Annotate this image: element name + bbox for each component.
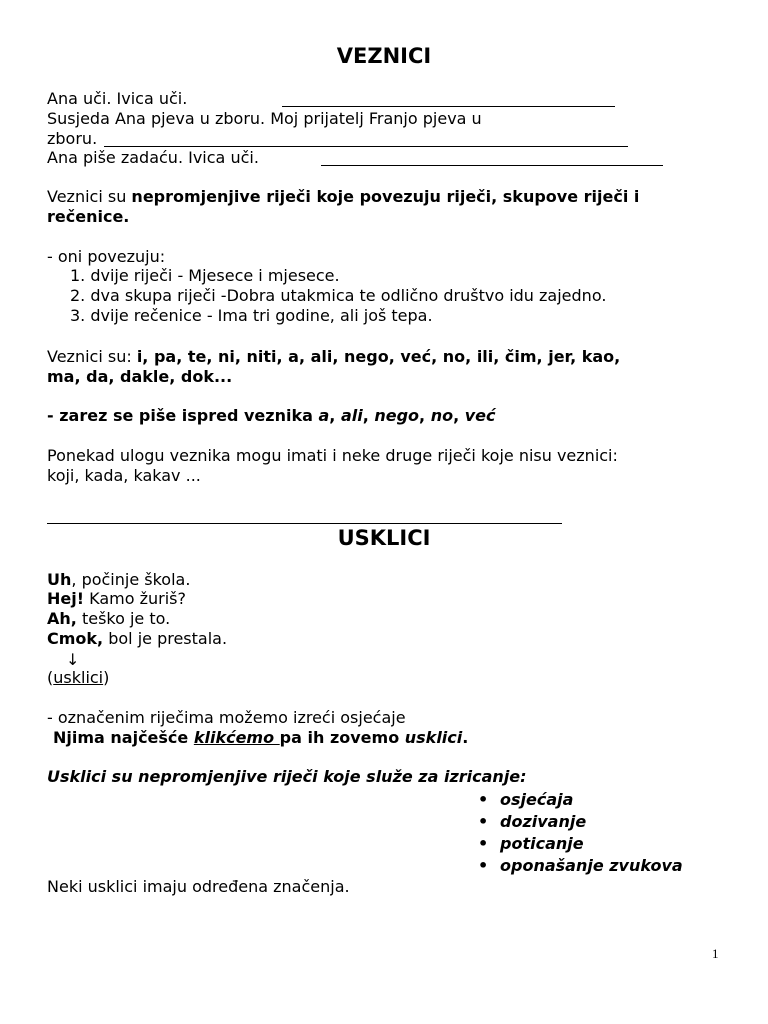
conjunction-list-prefix: Veznici su: (47, 347, 137, 366)
interjection-example-2 (47, 589, 186, 609)
interjection-word: Hej! (47, 589, 85, 608)
answer-line-3 (321, 165, 663, 166)
interjection-word: Ah, (47, 609, 77, 628)
comma-word-nego: nego (374, 406, 420, 425)
definition-bold-1: nepromjenjive riječi koje povezuju riječi, skupove riječi i (131, 187, 640, 206)
usage-bullet-list (478, 789, 683, 877)
express-klikcemo: klikćemo (193, 728, 280, 747)
express-line-1: - označenim riječima možemo izreći osjećaje (47, 708, 406, 727)
connects-item-3: 3. dvije rečenice - Ima tri godine, ali još tepa. (70, 306, 433, 325)
example-line-1: Ana uči. Ivica uči. (47, 89, 188, 108)
express-part-1: Njima najčešće (53, 728, 194, 747)
comma-rule-text: - zarez se piše ispred veznika (47, 406, 319, 425)
comma-sep: , (453, 406, 465, 425)
interjection-rest: , počinje škola. (71, 570, 191, 589)
interjection-example-1 (47, 570, 190, 590)
meanings-line: Neki usklici imaju određena značenja. (47, 877, 350, 896)
connects-intro: - oni povezuju: (47, 247, 166, 266)
connects-item-1: 1. dvije riječi - Mjesece i mjesece. (70, 266, 340, 285)
comma-word-vec: već (464, 406, 496, 425)
paren-open: ( (47, 668, 54, 687)
comma-sep: , (329, 406, 341, 425)
bullet-item: • poticanje (478, 833, 683, 855)
usklici-label (47, 668, 109, 688)
express-usklici: usklici (404, 728, 463, 747)
definition-prefix: Veznici su (47, 187, 132, 206)
conjunction-list-bold-1: i, pa, te, ni, niti, a, ali, nego, već, no, ili, čim, jer, kao, (136, 347, 621, 366)
comma-sep: , (419, 406, 431, 425)
interjection-rest: teško je to. (76, 609, 171, 628)
express-period: . (462, 728, 469, 747)
definition-line-2 (47, 207, 129, 227)
other-words-line-1: Ponekad ulogu veznika mogu imati i neke druge riječi koje nisu veznici: (47, 446, 618, 465)
comma-word-no: no (430, 406, 454, 425)
paren-close: ) (103, 668, 110, 687)
other-words-line-2: koji, kada, kakav ... (47, 466, 201, 485)
comma-word-a: a (318, 406, 330, 425)
bullet-item: • oponašanje zvukova (478, 855, 683, 877)
page-number: 1 (712, 946, 719, 961)
usage-heading: Usklici su nepromjenjive riječi koje služe za izricanje: (47, 767, 527, 786)
conjunction-list-bold-2: ma, da, dakle, dok... (47, 367, 233, 386)
interjection-word: Cmok, (47, 629, 104, 648)
example-line-2a: Susjeda Ana pjeva u zboru. Moj prijatelj Franjo pjeva u (47, 109, 482, 128)
express-part-3: pa ih zovemo (279, 728, 405, 747)
definition-bold-2: rečenice. (47, 207, 130, 226)
comma-word-ali: ali (340, 406, 363, 425)
bullet-item: • dozivanje (478, 811, 683, 833)
example-line-2b: zboru. (47, 129, 98, 148)
comma-rule (47, 406, 496, 426)
conjunction-list-line-1 (47, 347, 620, 367)
definition-line-1 (47, 187, 639, 207)
title-veznici: VEZNICI (336, 44, 432, 68)
section-divider (47, 523, 562, 524)
usklici-label-word: usklici (53, 668, 104, 687)
down-arrow-icon: ↓ (66, 650, 80, 669)
interjection-rest: Kamo žuriš? (84, 589, 186, 608)
title-usklici: USKLICI (337, 526, 431, 550)
interjection-example-3 (47, 609, 170, 629)
interjection-rest: bol je prestala. (103, 629, 228, 648)
interjection-word: Uh (47, 570, 72, 589)
conjunction-list-line-2 (47, 367, 232, 387)
comma-sep: , (362, 406, 375, 425)
example-line-3: Ana piše zadaću. Ivica uči. (47, 148, 259, 167)
answer-line-1 (282, 106, 615, 107)
interjection-example-4 (47, 629, 227, 649)
bullet-item: • osjećaja (478, 789, 683, 811)
answer-line-2 (104, 146, 628, 147)
express-line-2 (53, 728, 468, 748)
connects-item-2: 2. dva skupa riječi -Dobra utakmica te odlično društvo idu zajedno. (70, 286, 607, 305)
